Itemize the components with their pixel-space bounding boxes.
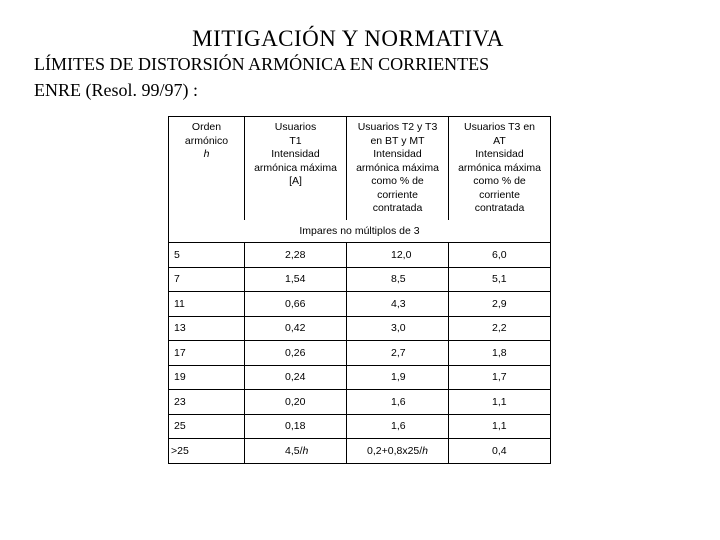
formula-text: 0,2+0,8x25/ <box>367 444 423 457</box>
subtitle-line-1: LÍMITES DE DISTORSIÓN ARMÓNICA EN CORRIENTES <box>34 54 490 74</box>
cell-t3: 1,8 <box>449 341 551 366</box>
cell-order: 5 <box>169 243 245 268</box>
cell-t2: 1,6 <box>347 390 449 415</box>
cell-t1: 0,18 <box>245 414 347 439</box>
cell-t1: 0,26 <box>245 341 347 366</box>
cell-order: 11 <box>169 292 245 317</box>
cell-t1: 0,42 <box>245 316 347 341</box>
header-line: Usuarios T3 en <box>463 121 535 133</box>
header-line: como % de <box>371 175 424 187</box>
cell-t2: 2,7 <box>347 341 449 366</box>
formula-variable-h: h <box>302 444 309 457</box>
header-users-t2-t3-bt-mt <box>347 117 449 221</box>
header-line: armónico <box>184 134 229 147</box>
formula-text: 4,5/ <box>285 444 303 457</box>
cell-t2: 1,6 <box>347 414 449 439</box>
header-line: contratada <box>474 202 525 214</box>
header-line: AT <box>493 134 506 147</box>
cell-t1: 0,24 <box>245 365 347 390</box>
table-row <box>169 414 551 439</box>
cell-order: 23 <box>169 390 245 415</box>
subtitle-line-2: ENRE (Resol. 99/97) : <box>34 80 198 100</box>
header-line: Intensidad <box>373 148 422 160</box>
header-line: Intensidad <box>271 148 320 160</box>
header-line: corriente <box>377 188 418 201</box>
header-variable-h: h <box>203 148 210 160</box>
cell-t2: 3,0 <box>347 316 449 341</box>
cell-t2: 8,5 <box>347 267 449 292</box>
section-row <box>169 220 551 243</box>
cell-t3: 1,1 <box>449 414 551 439</box>
header-line: contratada <box>372 202 423 214</box>
table-row <box>169 267 551 292</box>
cell-order: 25 <box>169 414 245 439</box>
cell-t3: 1,7 <box>449 365 551 390</box>
cell-t1: 0,20 <box>245 390 347 415</box>
header-line: Orden <box>191 121 222 133</box>
cell-t3: 2,2 <box>449 316 551 341</box>
table-row <box>169 292 551 317</box>
table-row <box>169 390 551 415</box>
header-users-t3-at <box>449 117 551 221</box>
table-row <box>169 341 551 366</box>
table-row <box>169 243 551 268</box>
cell-t3: 5,1 <box>449 267 551 292</box>
cell-t2: 12,0 <box>347 243 449 268</box>
header-unit: [A] <box>289 175 302 187</box>
cell-order: >25 <box>169 439 245 464</box>
section-label: Impares no múltiplos de 3 <box>169 220 551 243</box>
table-header-row <box>169 117 551 221</box>
table-row <box>169 316 551 341</box>
header-harmonic-order <box>169 117 245 221</box>
cell-t1: 0,66 <box>245 292 347 317</box>
harmonic-limits-table <box>168 116 551 464</box>
cell-t1: 2,28 <box>245 243 347 268</box>
header-line: Usuarios T2 y T3 <box>357 121 438 133</box>
header-line: corriente <box>479 188 520 201</box>
cell-t1-formula <box>245 439 347 464</box>
header-line: en BT y MT <box>370 134 425 147</box>
cell-t2: 4,3 <box>347 292 449 317</box>
cell-order: 19 <box>169 365 245 390</box>
header-line: armónica máxima <box>458 161 541 174</box>
cell-t3: 6,0 <box>449 243 551 268</box>
header-line: armónica máxima <box>356 161 439 174</box>
cell-t3: 0,4 <box>449 439 551 464</box>
page-title: MITIGACIÓN Y NORMATIVA <box>192 26 504 51</box>
cell-t3: 1,1 <box>449 390 551 415</box>
header-line: como % de <box>473 175 526 187</box>
header-line: Intensidad <box>475 148 524 160</box>
cell-order: 13 <box>169 316 245 341</box>
header-users-t1 <box>245 117 347 221</box>
header-line: T1 <box>289 134 302 147</box>
table-row <box>169 365 551 390</box>
cell-t2-formula <box>347 439 449 464</box>
header-line: Usuarios <box>274 121 317 133</box>
cell-order: 7 <box>169 267 245 292</box>
header-line: armónica máxima <box>254 161 337 174</box>
cell-t3: 2,9 <box>449 292 551 317</box>
formula-variable-h: h <box>422 444 429 457</box>
cell-t1: 1,54 <box>245 267 347 292</box>
table-row-last <box>169 439 551 464</box>
cell-order: 17 <box>169 341 245 366</box>
cell-t2: 1,9 <box>347 365 449 390</box>
